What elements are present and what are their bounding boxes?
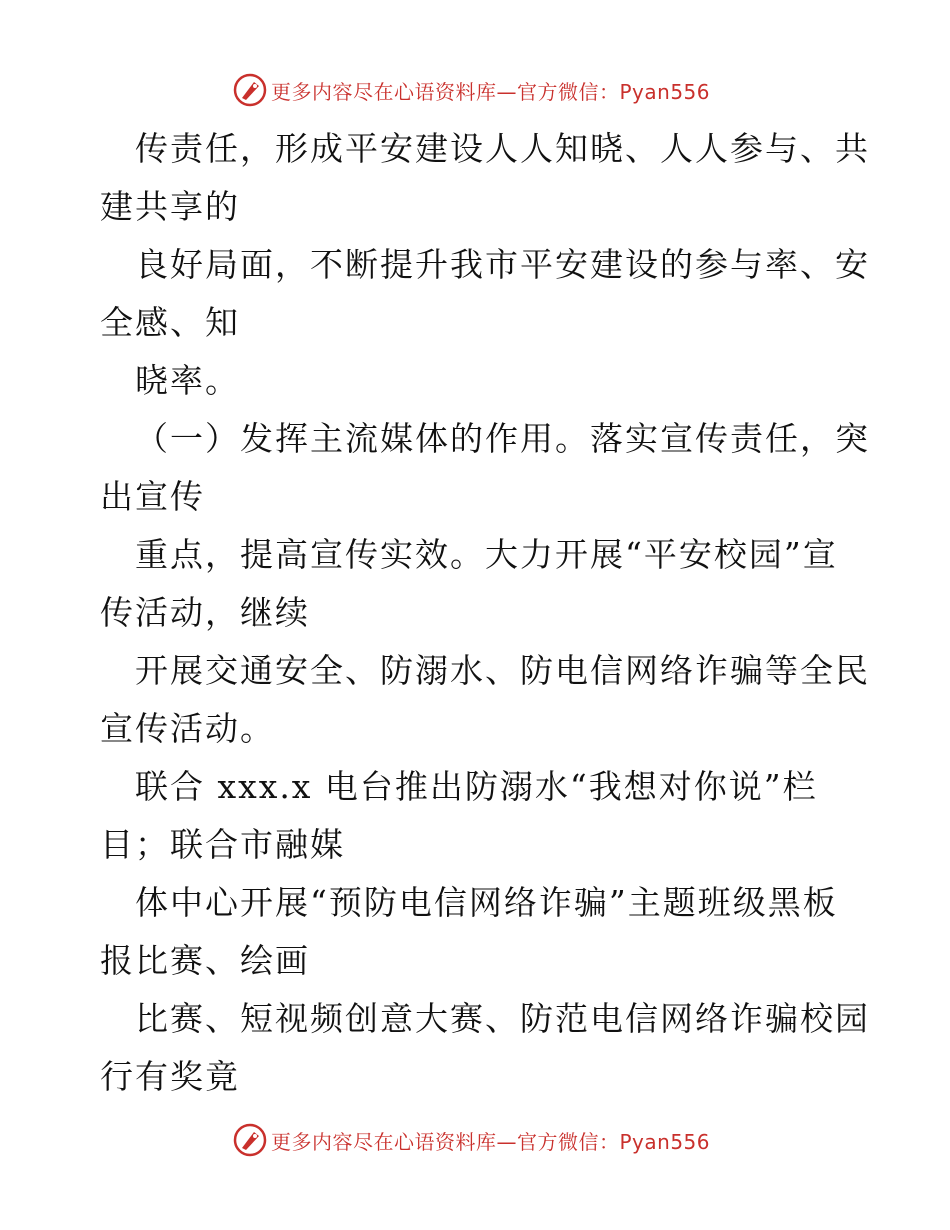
text-line: 行有奖竟 — [100, 1057, 240, 1096]
text-line: 晓率。 — [135, 361, 240, 400]
pen-nib-icon — [233, 1123, 267, 1157]
text-line: 传责任，形成平安建设人人知晓、人人参与、共 — [135, 129, 870, 168]
text-line: 传活动，继续 — [100, 593, 310, 632]
section-heading-line: （一）发挥主流媒体的作用。落实宣传责任，突 — [135, 419, 870, 458]
header-watermark — [233, 72, 710, 108]
text-line: 联合 xxx.x 电台推出防溺水“我想对你说”栏 — [135, 767, 818, 806]
text-line: 良好局面，不断提升我市平安建设的参与率、安 — [135, 245, 870, 284]
footer-watermark-text: 更多内容尽在心语资料库—官方微信：Pyan556 — [271, 1129, 711, 1154]
text-line: 比赛、短视频创意大赛、防范电信网络诈骗校园 — [135, 999, 870, 1038]
text-line: 宣传活动。 — [100, 709, 275, 748]
text-line: 目；联合市融媒 — [100, 825, 345, 864]
text-line: 建共享的 — [100, 187, 240, 226]
document-body — [100, 120, 870, 1106]
header-watermark-text: 更多内容尽在心语资料库—官方微信：Pyan556 — [271, 79, 711, 104]
text-line: 出宣传 — [100, 477, 205, 516]
text-line: 全感、知 — [100, 303, 240, 342]
pen-nib-icon — [233, 73, 267, 107]
text-line: 重点，提高宣传实效。大力开展“平安校园”宣 — [135, 535, 838, 574]
text-line: 报比赛、绘画 — [100, 941, 310, 980]
text-line: 开展交通安全、防溺水、防电信网络诈骗等全民 — [135, 651, 870, 690]
footer-watermark — [233, 1122, 710, 1158]
text-line: 体中心开展“预防电信网络诈骗”主题班级黑板 — [135, 883, 838, 922]
